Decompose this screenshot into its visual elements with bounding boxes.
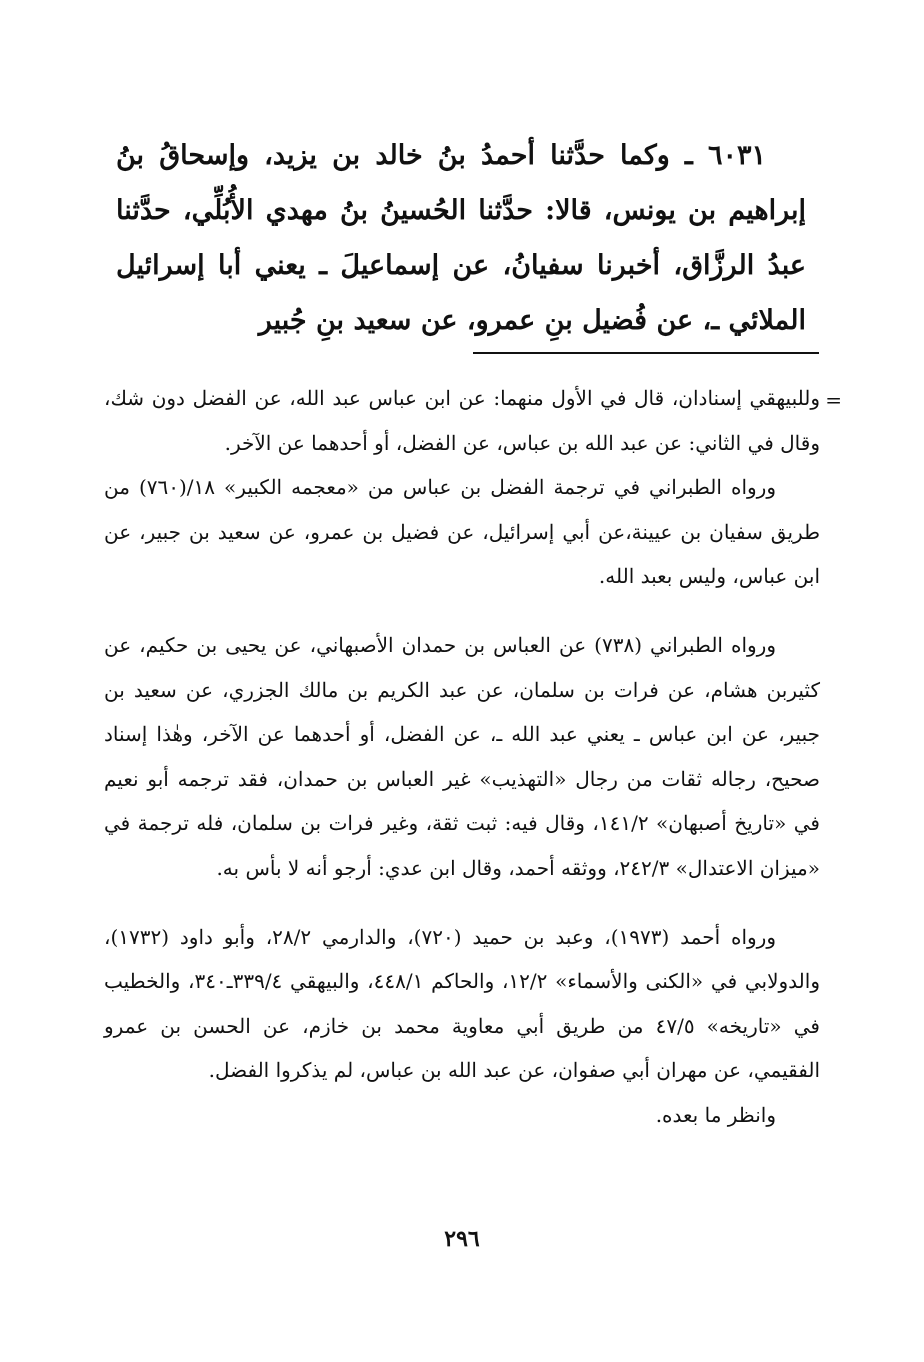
hadith-main-text	[116, 128, 806, 348]
footnote-divider	[473, 352, 819, 354]
continuation-mark: =	[825, 388, 842, 412]
footnotes-section	[104, 376, 842, 1138]
footnote-paragraph: ورواه الطبراني في ترجمة الفضل بن عباس من «معجمه الكبير» ١٨/(٧٦٠) من طريق سفيان بن عيينة،عن أبي إسرائيل، عن فضيل بن عمرو، عن سعيد بن جبير، عن ابن عباس، وليس بعبد الله.	[104, 475, 820, 589]
footnote-paragraph: وللبيهقي إسنادان، قال في الأول منهما: عن ابن عباس عبد الله، عن الفضل دون شك، وقال في الثاني: عن عبد الله بن عباس، عن الفضل، أو أحدهما عن الآخر.	[104, 386, 820, 455]
footnote-paragraph: ورواه أحمد (١٩٧٣)، وعبد بن حميد (٧٢٠)، والدارمي ٢٨/٢، وأبو داود (١٧٣٢)، والدولابي في «الكنى والأسماء» ١٢/٢، والحاكم ٤٤٨/١، والبيهقي ٣٣٩/٤ـ٣٤٠، والخطيب في «تاريخه» ٤٧/٥ من طريق أبي معاوية محمد بن خازم، عن الحسن بن عمرو الفقيمي، عن مهران أبي صفوان، عن عبد الله بن عباس، لم يذكروا الفضل.	[104, 924, 820, 1083]
page-number: ٢٩٦	[444, 1226, 480, 1252]
footnote-paragraph: وانظر ما بعده.	[655, 1102, 776, 1127]
hadith-paragraph: ٦٠٣١ ـ وكما حدَّثنا أحمدُ بنُ خالد بن يزيد، وإسحاقُ بنُ إبراهيم بن يونس، قالا: حدَّثنا الحُسينُ بنُ مهدي الأُبُلِّي، حدَّثنا عبدُ الرزَّاق، أخبرنا سفيانُ، عن إسماعيلَ ـ يعني أبا إسرائيل الملائي ـ، عن فُضيل بنِ عمرو، عن سعيد بنِ جُبير	[116, 140, 806, 336]
footnote-paragraph: ورواه الطبراني (٧٣٨) عن العباس بن حمدان الأصبهاني، عن يحيى بن حكيم، عن كثيربن هشام، عن فرات بن سلمان، عن عبد الكريم بن مالك الجزري، عن سعيد بن جبير، عن ابن عباس ـ يعني عبد الله ـ، عن الفضل، أو أحدهما عن الآخر، وهٰذا إسناد صحيح، رجاله ثقات من رجال «التهذيب» غير العباس بن حمدان، فقد ترجمه أبو نعيم في «تاريخ أصبهان» ١٤١/٢، وقال فيه: ثبت ثقة، وغير فرات بن سلمان، فله ترجمة في «ميزان الاعتدال» ٢٤٢/٣، ووثقه أحمد، وقال ابن عدي: أرجو أنه لا بأس به.	[104, 632, 820, 880]
footnote-first-block	[104, 376, 842, 465]
